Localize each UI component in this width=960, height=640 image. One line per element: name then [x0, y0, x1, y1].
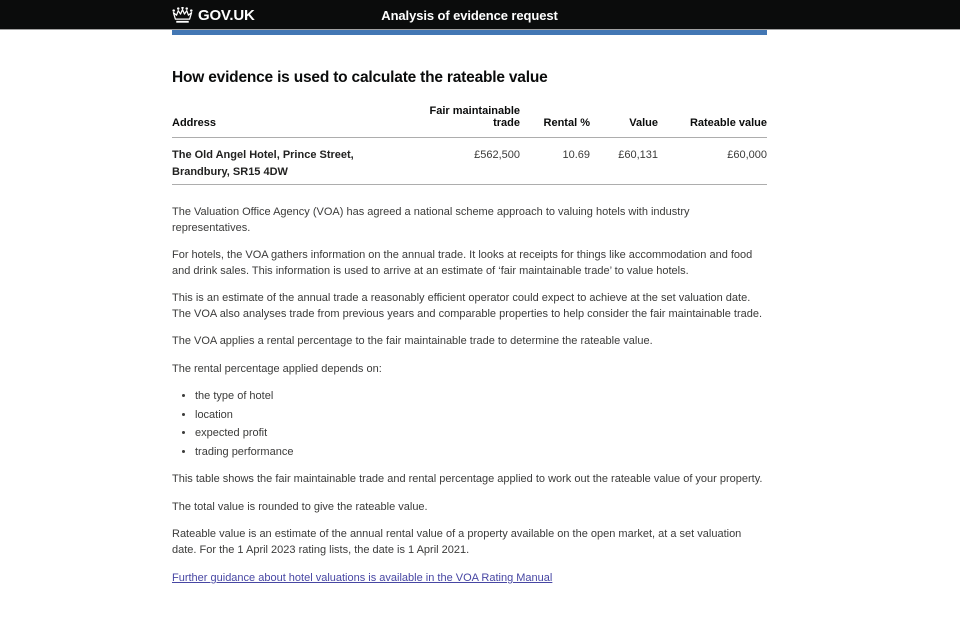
col-header-rental-percent: Rental % — [520, 99, 590, 138]
crown-icon — [172, 7, 193, 24]
page-title: How evidence is used to calculate the rateable value — [172, 69, 548, 86]
further-guidance — [172, 571, 767, 587]
list-item-type-of-hotel: • the type of hotel — [195, 389, 767, 405]
govuk-logo-link[interactable] — [172, 0, 255, 30]
header-accent-bar — [172, 30, 767, 35]
table-row — [172, 138, 767, 185]
service-name: Analysis of evidence request — [381, 7, 558, 23]
govuk-header — [0, 0, 960, 30]
paragraph-voa-scheme: The Valuation Office Agency (VOA) has agreed a national scheme approach to valuing hotels with industry representatives. — [172, 206, 690, 234]
cell-rental-percent: 10.69 — [520, 138, 590, 185]
col-header-value: Value — [590, 99, 658, 138]
govuk-logo-text: GOV.UK — [198, 6, 255, 24]
cell-rateable-value: £60,000 — [658, 138, 767, 185]
paragraph-annual-trade: For hotels, the VOA gathers information on the annual trade. It looks at receipts for things like accommodation and food and drink sales. This information is used to arrive at an estimate of ‘fair maintainable trade’ to value hotels. — [172, 249, 753, 277]
list-item-expected-profit: • expected profit — [195, 426, 767, 442]
paragraph-table-shows: This table shows the fair maintainable trade and rental percentage applied to work out the rateable value of your property. — [172, 473, 763, 485]
main-content — [172, 30, 767, 587]
table-header-row — [172, 99, 767, 138]
paragraph-rental-percentage: The VOA applies a rental percentage to the fair maintainable trade to determine the rateable value. — [172, 335, 653, 347]
paragraph-rateable-definition: Rateable value is an estimate of the annual rental value of a property available on the open market, at a set valuation date. For the 1 April 2023 rating lists, the date is 1 April 2021. — [172, 528, 742, 556]
paragraph-depends-on: The rental percentage applied depends on: — [172, 362, 382, 375]
valuation-table — [172, 99, 767, 185]
explanation-section — [172, 205, 767, 587]
col-header-rateable-value: Rateable value — [658, 99, 767, 138]
cell-value: £60,131 — [590, 138, 658, 185]
col-header-address: Address — [172, 99, 402, 138]
cell-address: The Old Angel Hotel, Prince Street, Brandbury, SR15 4DW — [172, 138, 402, 185]
col-header-fair-maintainable-trade: Fair maintainable trade — [402, 99, 520, 138]
list-item-location: • location — [195, 408, 767, 424]
list-item-trading-performance: • trading performance — [195, 445, 767, 461]
rental-factors-list — [172, 389, 767, 460]
voa-rating-manual-link[interactable]: Further guidance about hotel valuations is available in the VOA Rating Manual — [172, 572, 553, 584]
paragraph-rounded: The total value is rounded to give the rateable value. — [172, 500, 428, 513]
header-inner — [172, 0, 767, 30]
cell-fair-maintainable-trade: £562,500 — [402, 138, 520, 185]
paragraph-estimate: This is an estimate of the annual trade a reasonably efficient operator could expect to achieve at the set valuation date. The VOA also analyses trade from previous years and comparable properties to help consider the fair maintainable trade. — [172, 292, 763, 320]
